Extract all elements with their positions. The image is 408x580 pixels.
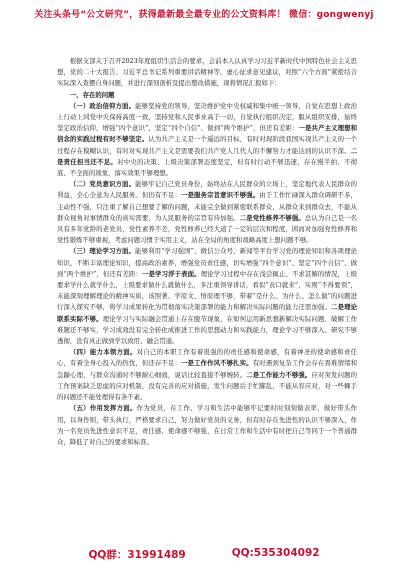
subheading-political-belief: （一）政治信仰方面。 (69, 101, 136, 110)
paragraph-party-awareness: （二）党员意识方面。能够牢记自己党员身份，始终站在人民群众的立场上，坚定地代表人民群众的利益，全心全意为人民服务。但仍有不足：一是服务宗旨意识不够强。由于工作忙碌深入群众调研不多，主动性不强，只注重了解自己想要了解的问题，未能完全做到紧密联系群众，从群众来到群众去，不能从群众视角对事情群众的真实需要，为人民服务的宗旨有待加强。二是党性修养不够强。总认为自己是一名具有多年党龄的老党员，党性素养不差，党性修养已经大道了一定的层次和程度，困而对加强党性修养和党性锻炼不够重视，考虑问题习惯于实用主义，站在全局的角度和战略高度上想问题不够。 (57, 180, 358, 245)
subheading-ability: （四）能力本领方面。 (69, 348, 137, 357)
intro-paragraph: 根据支部关于召开2023年度组织生活会的要求，会前本人认真学习习近平新时代中国特色社会主义思想，党的二十大报告、习近平总书记系列重要讲话精神等，虚心征求意见建议，对照“六个方面”紧密结合实际深入查摆自身问题，并进行深刻剖析及提出整改措施，现将情况汇报如下： (57, 57, 357, 88)
subheading-theory-study: （三）理论学习方面。 (69, 247, 136, 256)
header-banner (0, 0, 408, 26)
bold-point: 一是工作作风不够扎实。 (180, 359, 253, 368)
qq-number: QQ:535304092 (231, 547, 320, 559)
footer-contact (0, 547, 408, 567)
paragraph-ability: （四）能力本领方面。对自己的本职工作有着很强的的责任感和使命感，有着神圣的使命感和责任心，有着全身心投入的热忱，但还存不足：一是工作作风不够扎实。有时遇到复杂工作会存在畏难情绪和急躁心理，与群众沟通时不够耐心细致，说话比较直接不够婉转。二是工作能力不够强。应对突发问题的工作预案缺乏思虑的应对机制，没有完善的应对措施，发生问题后手忙脚乱，不能从容应对，对一些棘手的问题还不能处理得有条不紊。 (57, 348, 358, 402)
paragraph-role: （五）作用发挥方面。作为党员，在工作、学习和生活中能够牢记要时时刻刻做表率，做好带头作用，以身作则，带头执行，严格要求自己，努力做好党员的义务，但有时存在先进性的认识不够深入，作为一名党员先进性意识不足，责任感、使命感不够强，在日常工作和生活中有时把自己等同于一个普通群众，降低了对自己的要求和标准。 (57, 404, 358, 446)
bold-point: 二是党性修养不够强。 (239, 213, 305, 222)
bold-point: 一是服务宗旨意识不够强。 (180, 191, 260, 200)
bold-point: 二是工作能力不够强。 (246, 370, 312, 379)
banner-text: 关注头条号“公文研究”，获得最新最全最专业的公文资料库！ 微信：gongwenyj (34, 9, 374, 20)
bold-point: 一是学习浮于表面。 (142, 269, 201, 278)
bold-point: 二是理论联系实际不够。 (57, 303, 358, 323)
qq-group-number: QQ群：31991489 (88, 549, 186, 561)
section-heading-problems: 一、存在的问题 (69, 90, 115, 99)
subheading-party-awareness: （二）党员意识方面。 (69, 180, 136, 189)
paragraph-theory-study: （三）理论学习方面。能够利用“学习强国”、微信公众号、新闻等平台学习党的理论知识和各项理论知识，不断丰富理论知识，提高政治素养，增强党员责任感，切实增强“四个意识”、坚定“四个自信”、做到“两个维护”，但还有差距：一是学习浮于表面。理论学习过程中存在浅尝辄止、不求甚解的情况，上级要求学什么就学什么，上级要求做什么就做什么，多注重领导讲话，看似“表口就来”，实则“不得要领”，未能深刻理解理论的精神实质，该照著、学原文、悟原理不够，带着“是什么、为什么、怎么做”的问题进行深入探究不够，将学习成果转化为贯彻落实决策部署的能力和解决实际问题的能力还需加强。二是理论联系实际不够。理论学习与实际融会贯通上存在脱节现象，在如何运用新思想新解决实际问题、破解工作难题还不够实，学习成效没有完全转化成推进工作的思想动力和实践能力，理论学习不够深入、研究不够透彻，没有真正做到学以致用、融会贯通。 (57, 247, 358, 346)
paragraph-political-belief: （一）政治信仰方面。能够坚持党的领导，坚决维护党中央权威和集中统一领导，自觉在思想上政治上行动上同党中央保持高度一致，坚持党和人民事业高于一切，自觉执行组织决定，服从组织安排，始终坚定政治信仰，增强“四个意识”、坚定“四个自信”、做到“两个维护”，但还有差距：一是共产主义理想和信念的实践过程有时不够坚定。认为共产主义是一个遥远的目标，有时对现阶段我国实现共产主义的一个过程存在模糊认识，有时对实现共产主义是需要我们共产党人几代人的不懈努力才能达到的认识不深。二是责任担当还不足。对中央的决策、上级决策部署态度坚定，但有时行动不够迅速，存在慢半拍、不彻底、不全面的现象，落实效果不够理想。 (57, 101, 358, 178)
subheading-role: （五）作用发挥方面。 (69, 404, 137, 413)
bold-point: 二是责任担当还不足。 (57, 146, 357, 166)
document-body (57, 56, 357, 448)
bold-point: 一是共产主义理想和信念的实践过程有时不够坚定。 (57, 124, 357, 144)
